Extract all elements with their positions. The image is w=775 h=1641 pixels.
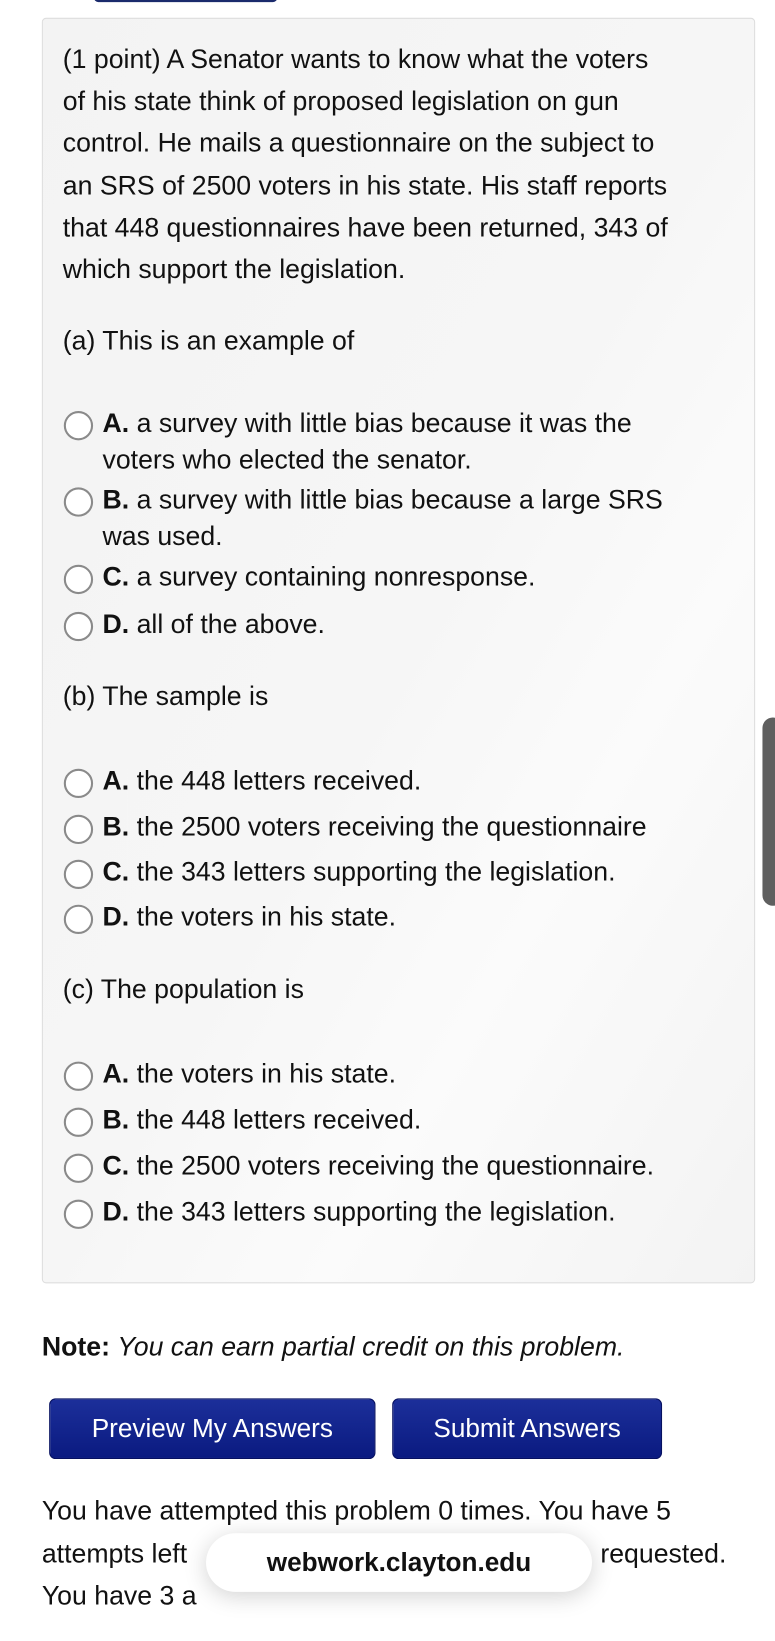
radio-c-a[interactable] (64, 1062, 93, 1091)
intro-line: control. He mails a questionnaire on the subject to (62, 129, 655, 159)
note-label: Note: (41, 1332, 110, 1362)
intro-line: which support the legislation. (62, 255, 406, 285)
option-letter: A. (102, 408, 130, 439)
option-label (102, 1191, 615, 1233)
attempts-line-1: You have attempted this problem 0 times. You have 5 (41, 1496, 671, 1526)
option-text: the voters in his state. (136, 1059, 397, 1089)
radio-c-c[interactable] (64, 1154, 93, 1183)
option-letter: A. (102, 766, 130, 796)
option-letter: B. (102, 812, 130, 842)
radio-a-d[interactable] (64, 612, 93, 641)
option-label (102, 1145, 654, 1187)
radio-a-b[interactable] (64, 487, 93, 516)
scrollbar[interactable] (762, 717, 775, 905)
note-text: You can earn partial credit on this problem. (117, 1332, 625, 1362)
preview-answers-button[interactable]: Preview My Answers (49, 1398, 375, 1459)
option-letter: C. (102, 1151, 130, 1181)
radio-b-c[interactable] (64, 860, 93, 889)
attempts-line-2-start: attempts left (41, 1539, 188, 1569)
option-text: a survey with little bias because a large SRS (136, 485, 663, 515)
attempts-line-2-end: requested. (600, 1539, 727, 1569)
radio-a-c[interactable] (64, 565, 93, 594)
option-text: the 448 letters received. (136, 766, 422, 796)
option-letter: C. (102, 857, 130, 887)
option-text: all of the above. (136, 609, 325, 640)
option-label (102, 851, 615, 893)
intro-line: that 448 questionnaires have been returned, 343 of (62, 213, 668, 243)
option-label (102, 806, 646, 848)
part-prompt: (b) The sample is (62, 681, 269, 712)
option-text: a survey with little bias because it was the (136, 408, 632, 439)
option-text: the 343 letters supporting the legislation. (136, 1197, 616, 1227)
option-letter: A. (102, 1059, 130, 1089)
option-label (102, 1053, 396, 1095)
option-label (102, 439, 471, 481)
intro-line: of his state think of proposed legislation on gun (62, 87, 619, 117)
radio-c-b[interactable] (64, 1108, 93, 1137)
option-letter: B. (102, 485, 130, 515)
option-label (102, 760, 421, 802)
radio-b-d[interactable] (64, 905, 93, 934)
part-prompt: (a) This is an example of (62, 326, 355, 356)
option-letter: B. (102, 1105, 130, 1135)
attempts-line-3: You have 3 a (41, 1581, 197, 1611)
option-text: the voters in his state. (136, 902, 397, 932)
option-label (102, 516, 222, 558)
option-label (102, 896, 396, 938)
radio-c-d[interactable] (64, 1200, 93, 1229)
option-letter: D. (102, 609, 130, 640)
option-text: was used. (102, 521, 223, 552)
option-text: a survey containing nonresponse. (136, 562, 536, 592)
option-text: the 448 letters received. (136, 1105, 422, 1135)
previous-button-edge (94, 0, 277, 2)
option-text: the 2500 voters receiving the questionnaire (136, 812, 647, 842)
option-label (102, 479, 662, 521)
intro-line: (1 point) A Senator wants to know what the voters (62, 44, 649, 75)
option-label (102, 603, 324, 645)
option-letter: C. (102, 562, 130, 592)
partial-credit-note (42, 1326, 625, 1368)
option-label (102, 1099, 421, 1141)
option-label (102, 403, 631, 445)
option-letter: D. (102, 902, 130, 932)
intro-line: an SRS of 2500 voters in his state. His staff reports (62, 171, 668, 201)
radio-b-a[interactable] (64, 769, 93, 798)
option-text: voters who elected the senator. (102, 445, 472, 475)
radio-b-b[interactable] (64, 815, 93, 844)
url-pill[interactable]: webwork.clayton.edu (206, 1533, 592, 1592)
option-text: the 2500 voters receiving the questionnaire. (136, 1151, 655, 1181)
option-label (102, 556, 535, 598)
part-prompt: (c) The population is (62, 974, 304, 1005)
submit-answers-button[interactable]: Submit Answers (392, 1398, 662, 1459)
option-text: the 343 letters supporting the legislation. (136, 857, 616, 887)
option-letter: D. (102, 1197, 130, 1227)
radio-a-a[interactable] (64, 411, 93, 440)
